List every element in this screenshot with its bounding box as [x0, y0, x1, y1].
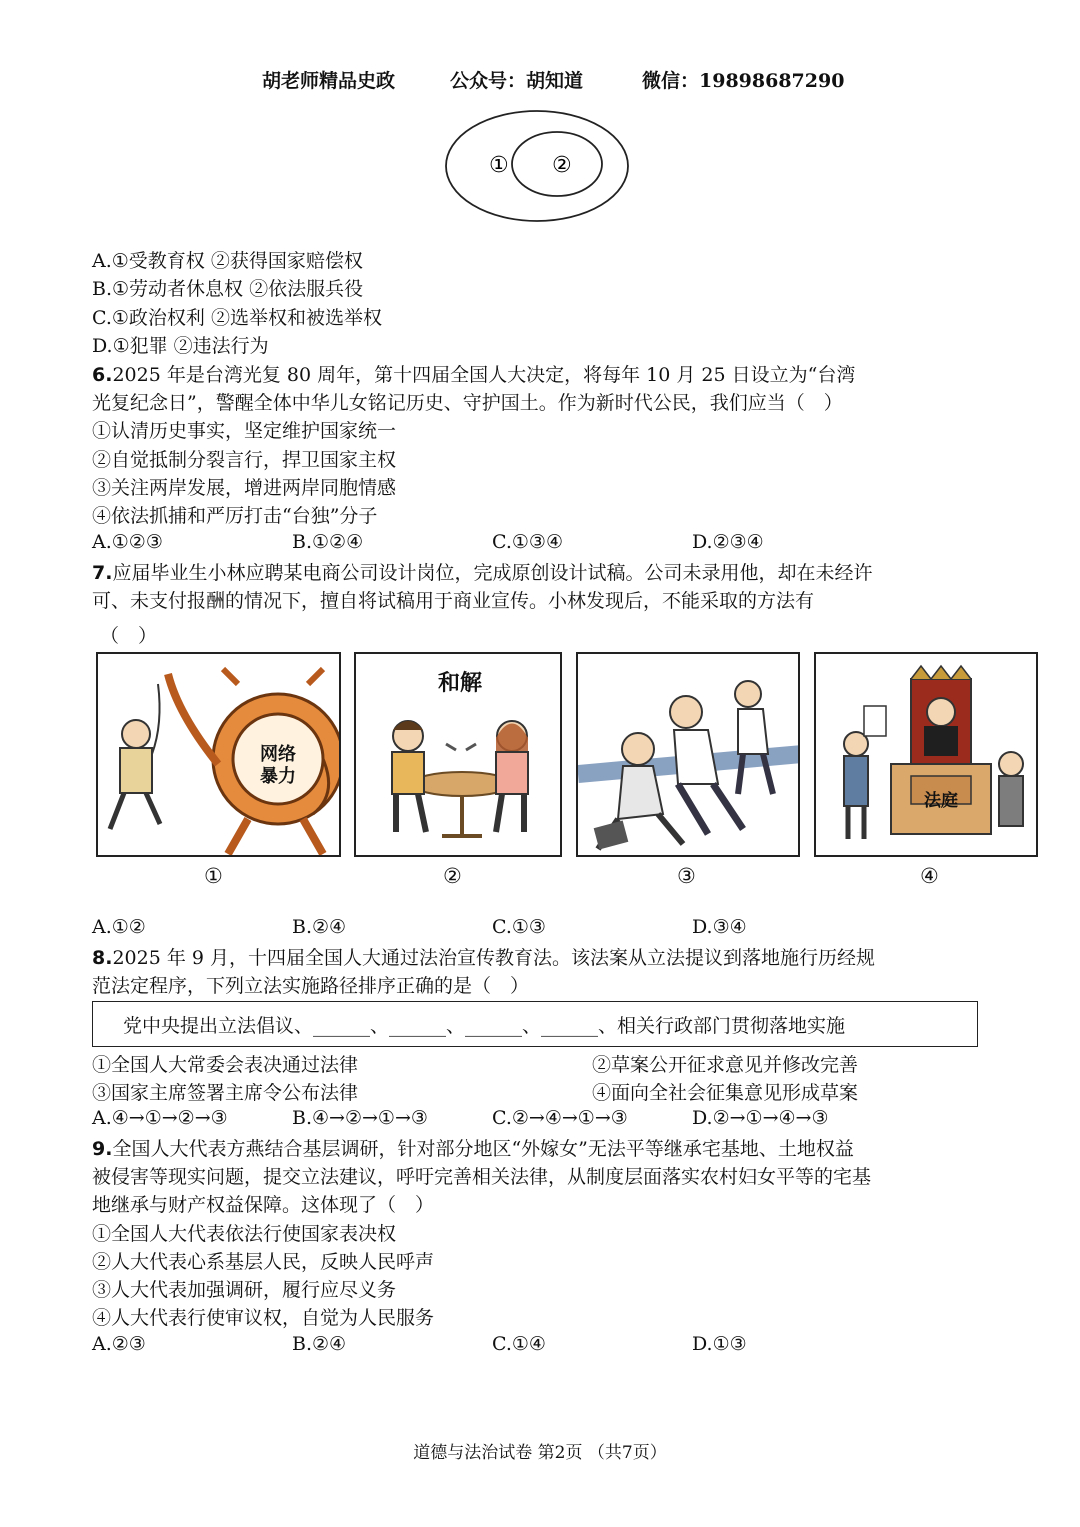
q8-statement-2: ②草案公开征求意见并修改完善 — [592, 1054, 859, 1076]
q6-number: 6. — [92, 364, 113, 386]
q9-option-b: B.②④ — [292, 1333, 347, 1355]
header-name: 胡老师精品史政 — [262, 70, 396, 92]
header-account: 公众号：胡知道 — [450, 70, 584, 92]
page-header — [0, 66, 1080, 96]
panel-label-3: ③ — [677, 864, 696, 888]
q5-option-c: C.①政治权利 ②选举权和被选举权 — [92, 307, 382, 329]
panel-label-4: ④ — [920, 864, 939, 888]
q9-statement-3: ③人大代表加强调研，履行应尽义务 — [92, 1279, 397, 1301]
q7-stem-line-1: 7.应届毕业生小林应聘某电商公司设计岗位，完成原创设计试稿。公司未录用他，却在未经许 — [92, 562, 873, 584]
q9-stem-line-1: 9.全国人大代表方燕结合基层调研，针对部分地区“外嫁女”无法平等继承宅基地、土地权益 — [92, 1138, 854, 1160]
q7-stem-line-3: （ ） — [100, 625, 158, 647]
q8-statement-1: ①全国人大常委会表决通过法律 — [92, 1054, 359, 1076]
q8-statement-3: ③国家主席签署主席令公布法律 — [92, 1082, 359, 1104]
q7-stem-line-2: 可、未支付报酬的情况下，擅自将试稿用于商业宣传。小林发现后，不能采取的方法有 — [92, 590, 815, 612]
q7-panel-cyberbullying — [96, 652, 341, 857]
q7-number: 7. — [92, 562, 113, 584]
q8-option-d: D.②→①→④→③ — [692, 1107, 829, 1129]
q9-statement-4: ④人大代表行使审议权，自觉为人民服务 — [92, 1307, 435, 1329]
q7-panel-reconciliation — [354, 652, 562, 857]
q5-option-d: D.①犯罪 ②违法行为 — [92, 335, 269, 357]
q9-statement-2: ②人大代表心系基层人民，反映人民呼声 — [92, 1251, 435, 1273]
q8-option-a: A.④→①→②→③ — [92, 1107, 228, 1129]
header-wechat: 微信：19898687290 — [642, 70, 845, 92]
q6-statement-4: ④依法抓捕和严厉打击“台独”分子 — [92, 505, 378, 527]
page-footer: 道德与法治试卷 第2页 （共7页） — [413, 1443, 667, 1463]
q6-option-c: C.①③④ — [492, 531, 563, 553]
q5-option-b: B.①劳动者休息权 ②依法服兵役 — [92, 278, 364, 300]
violence-illustration — [578, 654, 800, 857]
q7-option-a: A.①② — [92, 916, 146, 938]
q9-option-d: D.①③ — [692, 1333, 747, 1355]
q8-stem-line-1: 8.2025 年 9 月，十四届全国人大通过法治宣传教育法。该法案从立法提议到落地施行历经规 — [92, 947, 876, 969]
panel1-text-line2: 暴力 — [260, 766, 296, 787]
q8-option-c: C.②→④→①→③ — [492, 1107, 628, 1129]
venn-label-outer: ① — [489, 153, 509, 178]
q9-stem-line-3: 地继承与财产权益保障。这体现了（ ） — [92, 1194, 435, 1216]
venn-label-inner: ② — [552, 153, 572, 178]
q9-stem-line-2: 被侵害等现实问题，提交立法建议，呼吁完善相关法律，从制度层面落实农村妇女平等的宅基 — [92, 1166, 872, 1188]
q5-option-a: A.①受教育权 ②获得国家赔偿权 — [92, 250, 363, 272]
q9-option-a: A.②③ — [92, 1333, 146, 1355]
q6-option-b: B.①②④ — [292, 531, 364, 553]
panel2-title: 和解 — [437, 671, 482, 696]
panel-label-1: ① — [204, 864, 223, 888]
q7-option-d: D.③④ — [692, 916, 747, 938]
q6-statement-1: ①认清历史事实，坚定维护国家统一 — [92, 420, 397, 442]
q6-statement-3: ③关注两岸发展，增进两岸同胞情感 — [92, 477, 397, 499]
q6-stem-line-2: 光复纪念日”，警醒全体中华儿女铭记历史、守护国土。作为新时代公民，我们应当（ ） — [92, 392, 843, 414]
q9-number: 9. — [92, 1138, 113, 1160]
q7-panel-court — [814, 652, 1038, 857]
venn-outer-ellipse — [446, 111, 628, 221]
q8-option-b: B.④→②→①→③ — [292, 1107, 428, 1129]
q9-statement-1: ①全国人大代表依法行使国家表决权 — [92, 1223, 397, 1245]
panel1-text-line1: 网络 — [260, 744, 296, 765]
venn-diagram — [440, 108, 640, 228]
q8-number: 8. — [92, 947, 113, 969]
q7-option-b: B.②④ — [292, 916, 347, 938]
q8-stem-line-2: 范法定程序，下列立法实施路径排序正确的是（ ） — [92, 975, 530, 997]
q7-option-c: C.①③ — [492, 916, 546, 938]
q6-stem-line-1: 6.2025 年是台湾光复 80 周年，第十四届全国人大决定，将每年 10 月 25 日设立为“台湾 — [92, 364, 856, 386]
court-illustration — [816, 654, 1038, 857]
q6-option-a: A.①②③ — [92, 531, 163, 553]
q8-flow-text: 党中央提出立法倡议、______、______、______、______、相关行政部门贯彻落地实施 — [123, 1015, 846, 1037]
q8-statement-4: ④面向全社会征集意见形成草案 — [592, 1082, 859, 1104]
q7-panel-violence — [576, 652, 800, 857]
q8-flow-box — [92, 1001, 978, 1047]
panel4-court-sign: 法庭 — [924, 791, 958, 811]
q9-option-c: C.①④ — [492, 1333, 546, 1355]
q6-statement-2: ②自觉抵制分裂言行，捍卫国家主权 — [92, 449, 397, 471]
q6-option-d: D.②③④ — [692, 531, 764, 553]
panel-label-2: ② — [443, 864, 462, 888]
